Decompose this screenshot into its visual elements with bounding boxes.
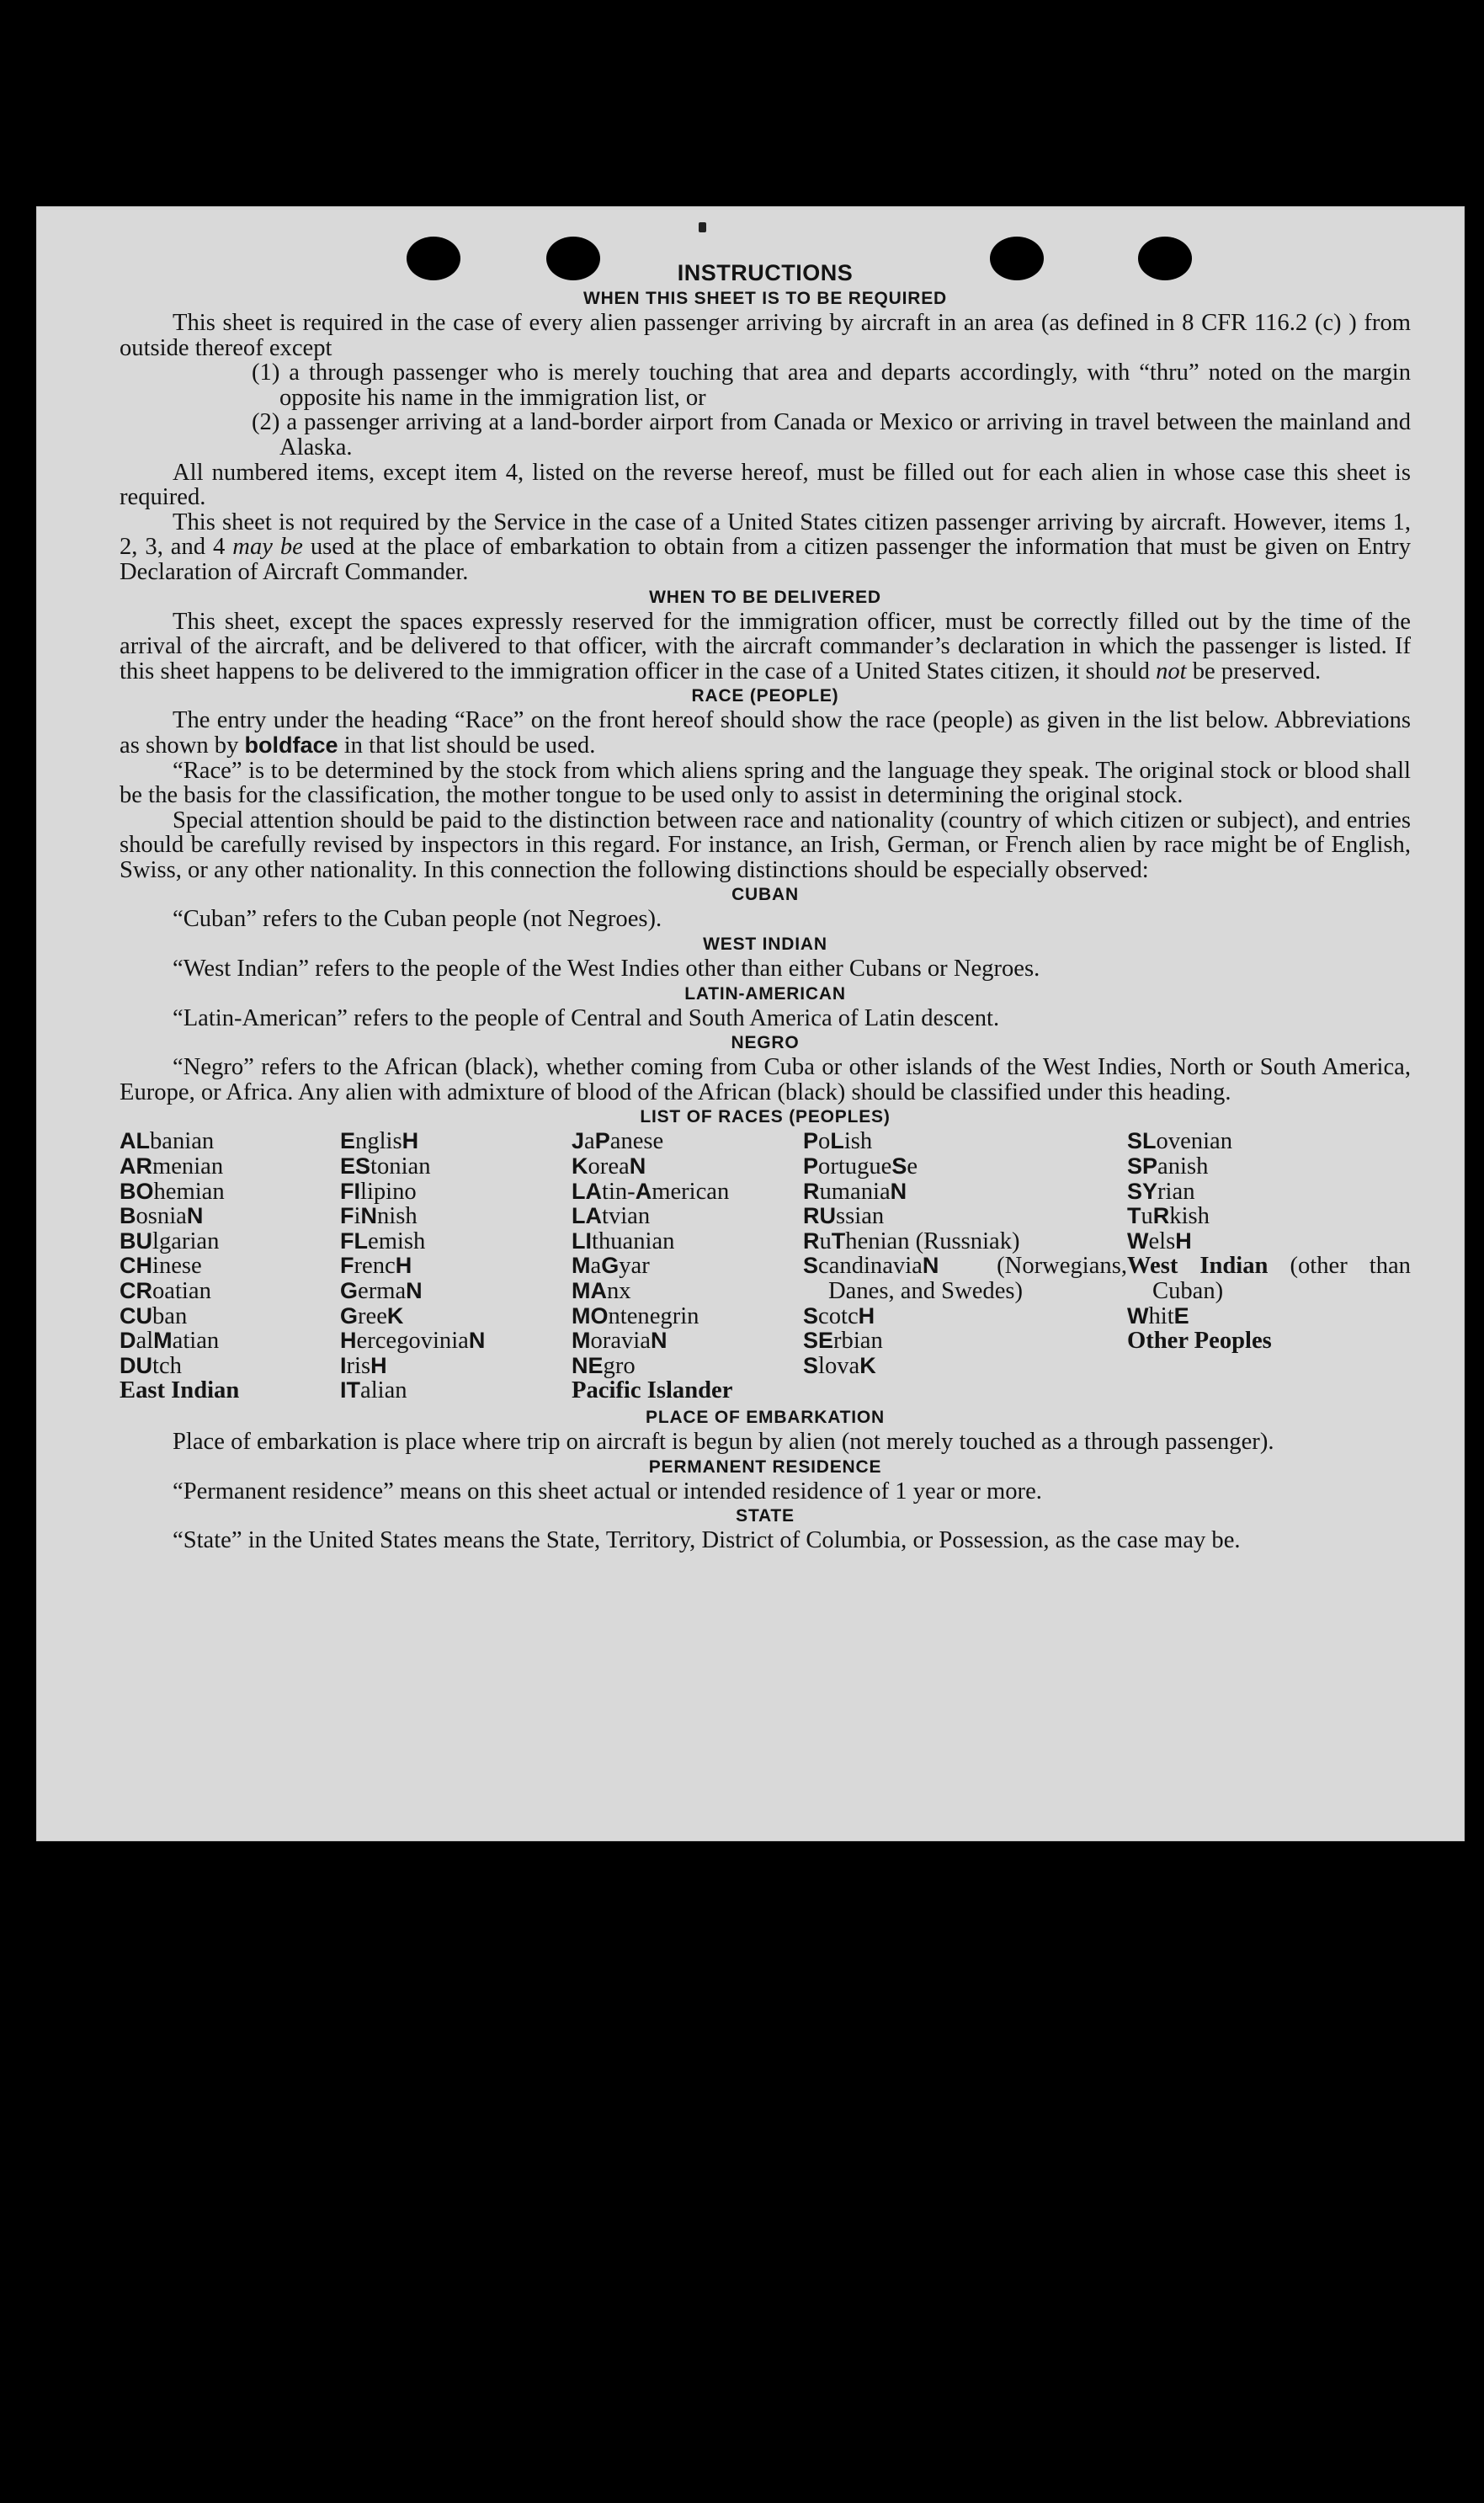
- heading-west-indian: WEST INDIAN: [703, 935, 827, 955]
- race-entry: CUban: [120, 1302, 188, 1329]
- race-column: [572, 1129, 803, 1403]
- paragraph-citizen: This sheet is not required by the Service in the case of a United States citizen passenger arriving by aircraft. However, items 1, 2, 3, and 4 may be used at the place of embarkation to obtain from a citizen passenger the information that must be given on Entry Declaration of Aircraft Commander.: [120, 509, 1411, 585]
- race-entry: FLemish: [340, 1228, 426, 1254]
- race-entry: KoreaN: [572, 1153, 646, 1180]
- race-entry: HercegoviniaN: [340, 1328, 486, 1355]
- race-entry: CRoatian: [120, 1278, 211, 1304]
- race-entry: BOhemian: [120, 1178, 225, 1205]
- exception-item-1: (1) a through passenger who is merely touching that area and departs accordingly, with “thru” noted on the margin opposite his name in the immigration list, or: [252, 359, 1411, 411]
- race-entry: DUtch: [120, 1352, 182, 1379]
- race-entry: PoLish: [803, 1128, 873, 1155]
- race-entry: MOntenegrin: [572, 1302, 699, 1329]
- race-entry: PortugueSe: [803, 1153, 918, 1180]
- race-entry: JaPanese: [572, 1128, 664, 1155]
- exception-item-2: (2) a passenger arriving at a land-border airport from Canada or Mexico or arriving in travel between the mainland and Alaska.: [252, 409, 1411, 461]
- paragraph-numbered-items: All numbered items, except item 4, listed on the reverse hereof, must be filled out for each alien in whose case this sheet is required.: [120, 459, 1411, 511]
- paragraph-delivered: This sheet, except the spaces expressly reserved for the immigration officer, must be correctly filled out by the time of the arrival of the aircraft, and be delivered to that officer, with the aircraft commander’s declaration in which the passenger is listed. If this sheet happens to be delivered to the immigration officer in the case of a United States citizen, it should not be preserved.: [120, 608, 1411, 684]
- paragraph-latin-american: “Latin-American” refers to the people of Central and South America of Latin descent.: [173, 1004, 1000, 1031]
- paragraph-west-indian: “West Indian” refers to the people of the West Indies other than either Cubans or Negroes.: [173, 956, 1040, 983]
- race-entry: LAtin-American: [572, 1178, 730, 1205]
- race-entry: RUssian: [803, 1203, 885, 1230]
- race-column: [803, 1129, 1127, 1403]
- race-entry: RumaniaN: [803, 1178, 907, 1205]
- race-entry: ALbanian: [120, 1128, 215, 1155]
- race-entry: FrencH: [340, 1253, 412, 1280]
- paragraph-residence: “Permanent residence” means on this sheet actual or intended residence of 1 year or more.: [173, 1478, 1042, 1504]
- race-entry: BosniaN: [120, 1203, 204, 1230]
- race-entry: SErbian: [803, 1328, 883, 1355]
- race-entry: East Indian: [120, 1377, 240, 1404]
- race-entry: RuThenian (Russniak): [803, 1228, 1020, 1254]
- paragraph-cuban: “Cuban” refers to the Cuban people (not Negroes).: [173, 906, 662, 933]
- race-entry: LAtvian: [572, 1203, 651, 1230]
- race-entry: CHinese: [120, 1253, 202, 1280]
- race-entry: MaGyar: [572, 1253, 650, 1280]
- race-entry: SYrian: [1127, 1178, 1195, 1205]
- paragraph-embarkation: Place of embarkation is place where trip on aircraft is begun by alien (not merely touched as a through passenger).: [173, 1428, 1274, 1455]
- heading-when-delivered: WHEN TO BE DELIVERED: [649, 587, 881, 607]
- heading-place-of-embarkation: PLACE OF EMBARKATION: [646, 1407, 885, 1427]
- instructions-body: [120, 259, 1411, 1553]
- race-entry: WelsH: [1127, 1228, 1192, 1254]
- race-entry: Pacific Islander: [572, 1377, 733, 1404]
- paragraph-race-attention: Special attention should be paid to the distinction between race and nationality (country of which citizen or subject), and entries should be carefully revised by inspectors in this regard. For instance, an Irish, German, or French alien by race might be of English, Swiss, or any other nationality. In this connection the following distinctions should be especially observed:: [120, 807, 1411, 883]
- race-column: [340, 1129, 572, 1403]
- heading-list-of-races: LIST OF RACES (PEOPLES): [640, 1107, 891, 1127]
- paper-mark: [699, 222, 706, 232]
- race-entry: ScandinaviaN (Norwegians, Danes, and Swedes): [803, 1253, 1127, 1304]
- race-entry: GreeK: [340, 1302, 404, 1329]
- page-title: INSTRUCTIONS: [677, 260, 854, 285]
- heading-negro: NEGRO: [731, 1033, 800, 1053]
- race-entry: IrisH: [340, 1352, 387, 1379]
- race-entry: West Indian (other than Cuban): [1127, 1253, 1411, 1304]
- race-entry: DalMatian: [120, 1328, 220, 1355]
- race-entry: EnglisH: [340, 1128, 419, 1155]
- race-entry: ITalian: [340, 1377, 407, 1404]
- paragraph-negro: “Negro” refers to the African (black), whether coming from Cuba or other islands of the West Indies, North or South America, Europe, or Africa. Any alien with admixture of blood of the African (black) should be classified under this heading.: [120, 1054, 1411, 1105]
- heading-permanent-residence: PERMANENT RESIDENCE: [648, 1457, 882, 1477]
- race-entry: ARmenian: [120, 1153, 224, 1180]
- race-entry: NEgro: [572, 1352, 636, 1379]
- race-column: [1127, 1129, 1411, 1403]
- race-entry: EStonian: [340, 1153, 431, 1180]
- paragraph-race-entry: The entry under the heading “Race” on the front hereof should show the race (people) as given in the list below. Abbreviations as shown by boldface in that list should be used.: [120, 707, 1411, 759]
- race-entry: MAnx: [572, 1278, 631, 1304]
- race-entry: FiNnish: [340, 1203, 418, 1230]
- race-list: [120, 1129, 1411, 1403]
- race-entry: WhitE: [1127, 1302, 1189, 1329]
- heading-race: RACE (PEOPLE): [691, 686, 839, 706]
- paragraph-requirement: This sheet is required in the case of every alien passenger arriving by aircraft in an area (as defined in 8 CFR 116.2 (c) ) from outside thereof except: [120, 310, 1411, 361]
- heading-latin-american: LATIN-AMERICAN: [684, 983, 846, 1004]
- paragraph-state: “State” in the United States means the State, Territory, District of Columbia, or Possession, as the case may be.: [173, 1527, 1241, 1554]
- heading-cuban: CUBAN: [731, 885, 799, 905]
- race-entry: FIlipino: [340, 1178, 417, 1205]
- race-column: [120, 1129, 340, 1403]
- race-entry: BUlgarian: [120, 1228, 220, 1254]
- race-entry: SlovaK: [803, 1352, 876, 1379]
- paragraph-race-stock: “Race” is to be determined by the stock from which aliens spring and the language they speak. The original stock or blood shall be the basis for the classification, the mother tongue to be used only to assist in determining the original stock.: [120, 757, 1411, 809]
- race-entry: Other Peoples: [1127, 1328, 1272, 1355]
- instruction-sheet: [36, 206, 1465, 1841]
- race-entry: SPanish: [1127, 1153, 1209, 1180]
- race-entry: SLovenian: [1127, 1128, 1233, 1155]
- race-entry: GermaN: [340, 1278, 423, 1304]
- race-entry: ScotcH: [803, 1302, 875, 1329]
- race-entry: MoraviaN: [572, 1328, 668, 1355]
- heading-when-required: WHEN THIS SHEET IS TO BE REQUIRED: [582, 289, 948, 308]
- race-entry: LIthuanian: [572, 1228, 675, 1254]
- heading-state: STATE: [736, 1506, 795, 1526]
- race-entry: TuRkish: [1127, 1203, 1210, 1230]
